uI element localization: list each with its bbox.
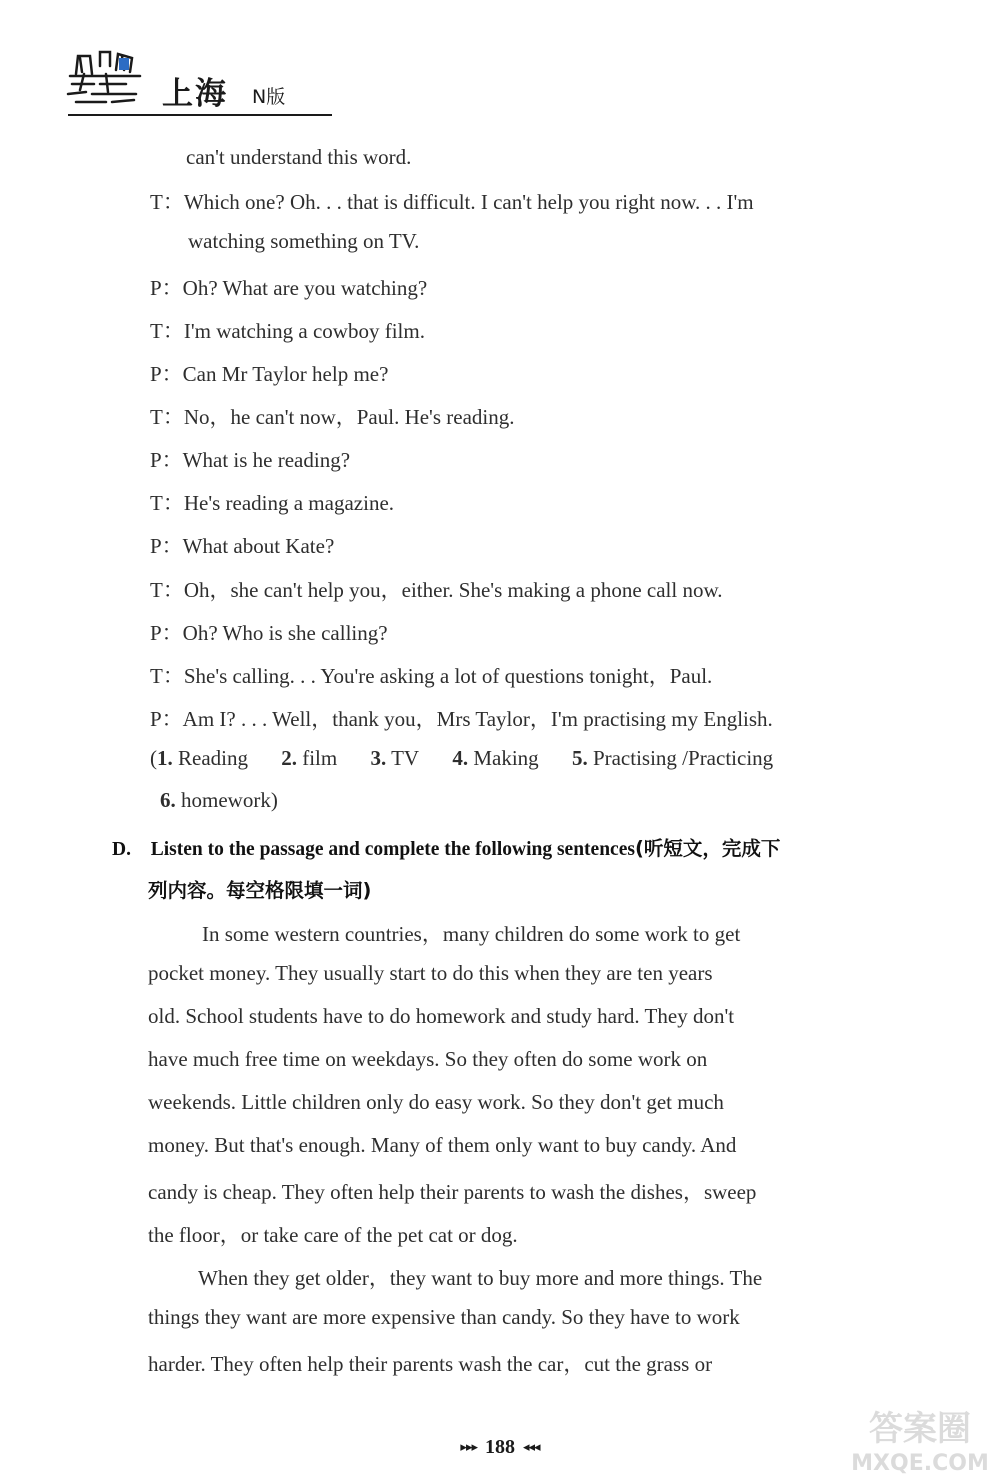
dialogue-line: P：What about Kate? bbox=[150, 534, 335, 558]
dialogue-line: T：Oh，she can't help you，either. She's making a phone call now. bbox=[150, 578, 723, 602]
section-d-heading bbox=[112, 833, 780, 861]
passage-line: old. School students have to do homework and study hard. They don't bbox=[148, 1004, 735, 1028]
passage-line: have much free time on weekdays. So they often do some work on bbox=[148, 1047, 708, 1071]
passage-line: the floor，or take care of the pet cat or dog. bbox=[148, 1223, 518, 1247]
answer-text: Practising /Practicing bbox=[592, 746, 774, 770]
dialogue-line: P：What is he reading? bbox=[150, 448, 351, 472]
answer-open-paren: ( bbox=[150, 746, 157, 770]
passage-line: money. But that's enough. Many of them only want to buy candy. And bbox=[148, 1133, 737, 1157]
page-arrows-left-icon: ▸▸▸ bbox=[460, 1439, 477, 1454]
page-arrows-right-icon: ◂◂◂ bbox=[523, 1439, 540, 1454]
header-divider bbox=[68, 114, 332, 116]
answer-number: 4. bbox=[452, 746, 469, 770]
dialogue-line: T：Which one? Oh. . . that is difficult. I can't help you right now. . . I'm bbox=[150, 190, 754, 214]
answer-number: 6. bbox=[160, 788, 176, 812]
dialogue-line: P：Oh? What are you watching? bbox=[150, 276, 428, 300]
passage-line: things they want are more expensive than candy. So they have to work bbox=[148, 1305, 740, 1329]
answer-number: 1. bbox=[157, 746, 173, 770]
answer-key-line-2 bbox=[160, 788, 278, 813]
dialogue-line: P：Am I? . . . Well，thank you，Mrs Taylor，I'm practising my English. bbox=[150, 707, 773, 731]
dialogue-line: T：She's calling. . . You're asking a lot of questions tonight，Paul. bbox=[150, 664, 713, 688]
dialogue-line: can't understand this word. bbox=[186, 145, 412, 169]
answer-text: film bbox=[302, 746, 338, 770]
watermark-url: MXQE.COM bbox=[851, 1451, 989, 1476]
answer-key-line-1 bbox=[150, 746, 773, 771]
answer-number: 5. bbox=[571, 746, 588, 770]
page-header bbox=[60, 38, 335, 120]
answer-text: homework bbox=[181, 788, 271, 812]
passage-line: weekends. Little children only do easy work. So they don't get much bbox=[148, 1090, 724, 1114]
answer-number: 3. bbox=[370, 746, 387, 770]
watermark-text: 答案圈 bbox=[869, 1409, 971, 1449]
dialogue-line: T：He's reading a magazine. bbox=[150, 491, 395, 515]
passage-line: In some western countries，many children do some work to get bbox=[202, 922, 741, 946]
answer-number: 2. bbox=[281, 746, 297, 770]
passage-line: candy is cheap. They often help their parents to wash the dishes，sweep bbox=[148, 1180, 757, 1204]
answer-text: TV bbox=[391, 746, 420, 770]
dialogue-line: P：Can Mr Taylor help me? bbox=[150, 362, 389, 386]
passage-line: pocket money. They usually start to do this when they are ten years bbox=[148, 961, 713, 985]
dialogue-line: T：No，he can't now，Paul. He's reading. bbox=[150, 405, 515, 429]
answer-close-paren: ) bbox=[270, 788, 278, 812]
ship-logo-icon bbox=[66, 44, 166, 114]
section-title-en: Listen to the passage and complete the following sentences bbox=[150, 839, 635, 860]
dialogue-line: T：I'm watching a cowboy film. bbox=[150, 319, 425, 343]
page-number: 188 bbox=[485, 1436, 515, 1458]
answer-text: Reading bbox=[178, 746, 248, 770]
passage-line: When they get older，they want to buy more and more things. The bbox=[198, 1266, 763, 1290]
passage-line: harder. They often help their parents wash the car，cut the grass or bbox=[148, 1352, 713, 1376]
dialogue-line: watching something on TV. bbox=[188, 229, 420, 253]
header-title: 上海 bbox=[162, 76, 228, 112]
header-edition: N版 bbox=[252, 86, 286, 108]
section-title-cn: (听短文，完成下 bbox=[634, 837, 781, 860]
watermark-logo bbox=[845, 1398, 995, 1478]
section-letter: D. bbox=[112, 839, 131, 860]
answer-text: Making bbox=[473, 746, 539, 770]
section-d-heading-cont: 列内容。每空格限填一词) bbox=[148, 879, 372, 902]
dialogue-line: P：Oh? Who is she calling? bbox=[150, 621, 388, 645]
